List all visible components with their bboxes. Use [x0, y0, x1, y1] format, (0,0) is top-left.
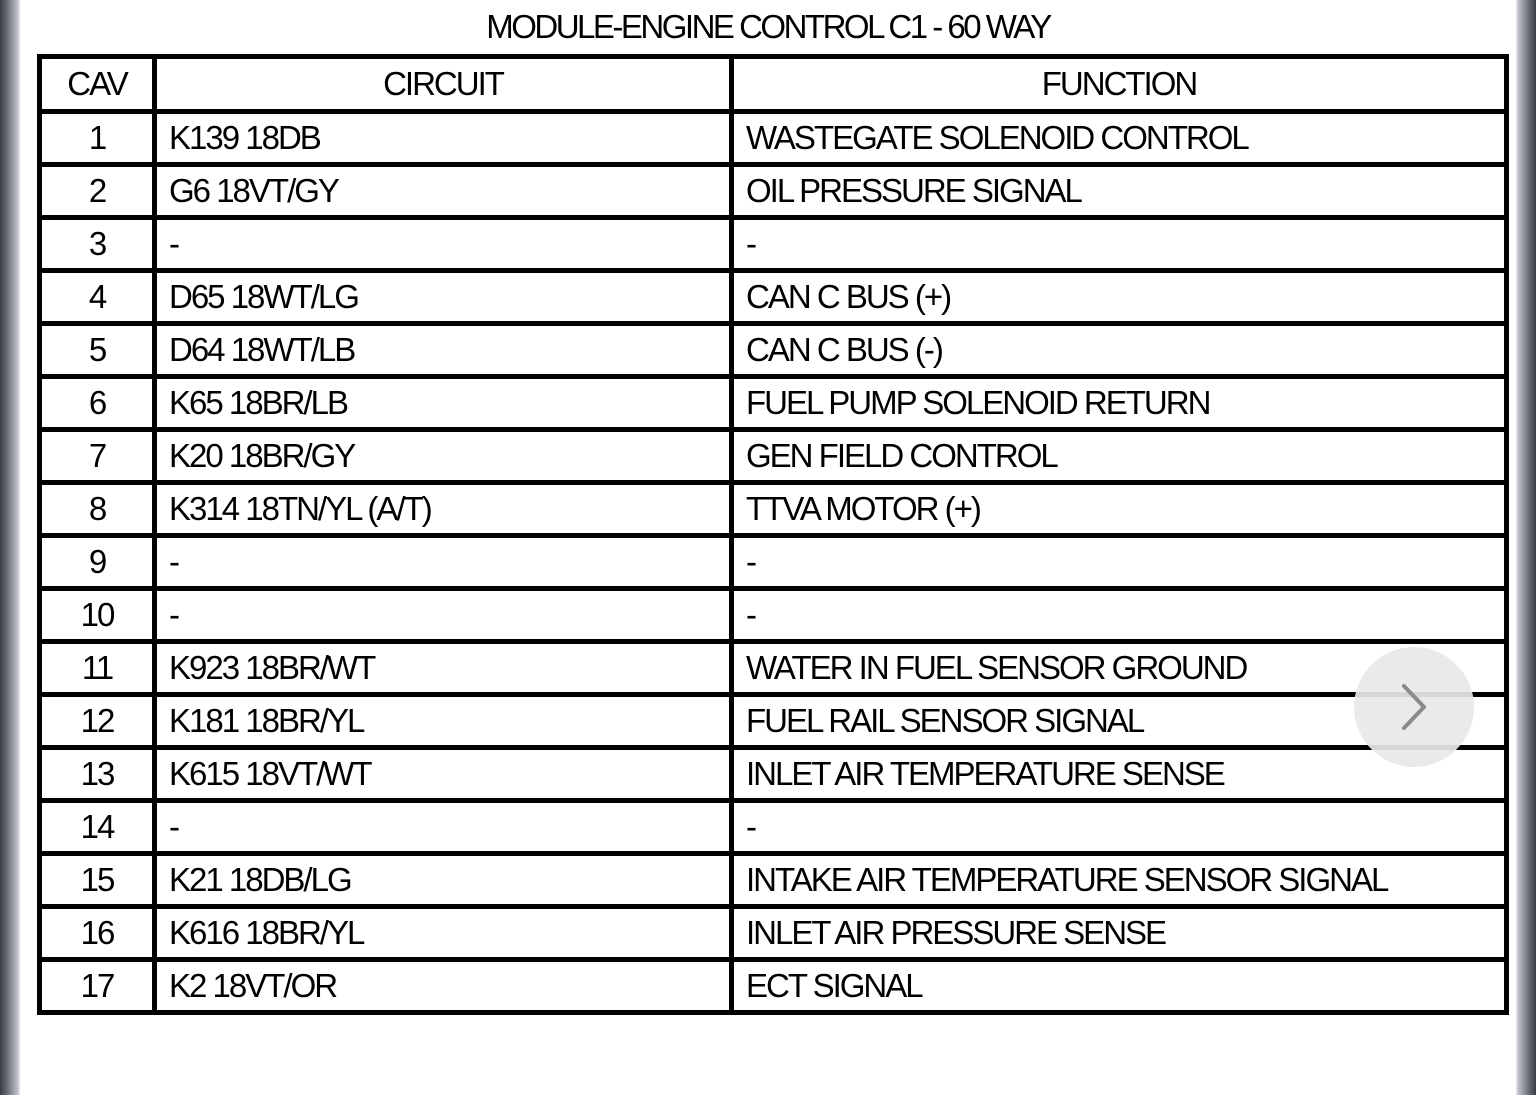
cav-cell: 3 — [40, 218, 155, 271]
cav-cell: 1 — [40, 112, 155, 165]
circuit-cell: D65 18WT/LG — [155, 271, 732, 324]
table-row — [40, 271, 1507, 324]
cav-cell: 14 — [40, 801, 155, 854]
function-cell: INTAKE AIR TEMPERATURE SENSOR SIGNAL — [732, 854, 1507, 907]
circuit-cell: K20 18BR/GY — [155, 430, 732, 483]
table-row — [40, 748, 1507, 801]
table-header-row — [40, 57, 1507, 112]
circuit-cell: D64 18WT/LB — [155, 324, 732, 377]
left-frame-edge — [0, 0, 20, 1095]
circuit-cell: K923 18BR/WT — [155, 642, 732, 695]
function-cell: - — [732, 801, 1507, 854]
function-cell: CAN C BUS (-) — [732, 324, 1507, 377]
cav-cell: 4 — [40, 271, 155, 324]
function-cell: WATER IN FUEL SENSOR GROUND — [732, 642, 1507, 695]
cav-cell: 6 — [40, 377, 155, 430]
circuit-cell: K615 18VT/WT — [155, 748, 732, 801]
circuit-cell: K616 18BR/YL — [155, 907, 732, 960]
table-row — [40, 218, 1507, 271]
circuit-cell: - — [155, 589, 732, 642]
connector-pinout-table — [37, 54, 1509, 1015]
right-frame-edge — [1516, 0, 1536, 1095]
function-cell: - — [732, 589, 1507, 642]
function-cell: WASTEGATE SOLENOID CONTROL — [732, 112, 1507, 165]
circuit-cell: K181 18BR/YL — [155, 695, 732, 748]
circuit-cell: K314 18TN/YL (A/T) — [155, 483, 732, 536]
cav-cell: 2 — [40, 165, 155, 218]
cav-cell: 9 — [40, 536, 155, 589]
header-circuit: CIRCUIT — [155, 57, 732, 112]
table-row — [40, 695, 1507, 748]
function-cell: FUEL RAIL SENSOR SIGNAL — [732, 695, 1507, 748]
cav-cell: 11 — [40, 642, 155, 695]
function-cell: INLET AIR TEMPERATURE SENSE — [732, 748, 1507, 801]
page-title: MODULE-ENGINE CONTROL C1 - 60 WAY — [486, 8, 1050, 45]
table-row — [40, 960, 1507, 1013]
function-cell: TTVA MOTOR (+) — [732, 483, 1507, 536]
function-cell: GEN FIELD CONTROL — [732, 430, 1507, 483]
function-cell: OIL PRESSURE SIGNAL — [732, 165, 1507, 218]
function-cell: - — [732, 218, 1507, 271]
cav-cell: 10 — [40, 589, 155, 642]
header-cav: CAV — [40, 57, 155, 112]
cav-cell: 8 — [40, 483, 155, 536]
table-row — [40, 430, 1507, 483]
cav-cell: 7 — [40, 430, 155, 483]
circuit-cell: K21 18DB/LG — [155, 854, 732, 907]
function-cell: INLET AIR PRESSURE SENSE — [732, 907, 1507, 960]
table-row — [40, 324, 1507, 377]
circuit-cell: - — [155, 801, 732, 854]
function-cell: FUEL PUMP SOLENOID RETURN — [732, 377, 1507, 430]
next-page-button[interactable] — [1354, 647, 1474, 767]
table-row — [40, 377, 1507, 430]
circuit-cell: - — [155, 218, 732, 271]
function-cell: CAN C BUS (+) — [732, 271, 1507, 324]
cav-cell: 5 — [40, 324, 155, 377]
function-cell: - — [732, 536, 1507, 589]
circuit-cell: G6 18VT/GY — [155, 165, 732, 218]
table-row — [40, 642, 1507, 695]
circuit-cell: K2 18VT/OR — [155, 960, 732, 1013]
table-row — [40, 112, 1507, 165]
cav-cell: 15 — [40, 854, 155, 907]
circuit-cell: K65 18BR/LB — [155, 377, 732, 430]
cav-cell: 16 — [40, 907, 155, 960]
table-row — [40, 589, 1507, 642]
table-row — [40, 165, 1507, 218]
cav-cell: 12 — [40, 695, 155, 748]
table-row — [40, 536, 1507, 589]
function-cell: ECT SIGNAL — [732, 960, 1507, 1013]
header-function: FUNCTION — [732, 57, 1507, 112]
table-row — [40, 483, 1507, 536]
table-row — [40, 801, 1507, 854]
table-row — [40, 907, 1507, 960]
chevron-right-icon — [1396, 680, 1432, 734]
circuit-cell: - — [155, 536, 732, 589]
circuit-cell: K139 18DB — [155, 112, 732, 165]
cav-cell: 13 — [40, 748, 155, 801]
cav-cell: 17 — [40, 960, 155, 1013]
table-row — [40, 854, 1507, 907]
